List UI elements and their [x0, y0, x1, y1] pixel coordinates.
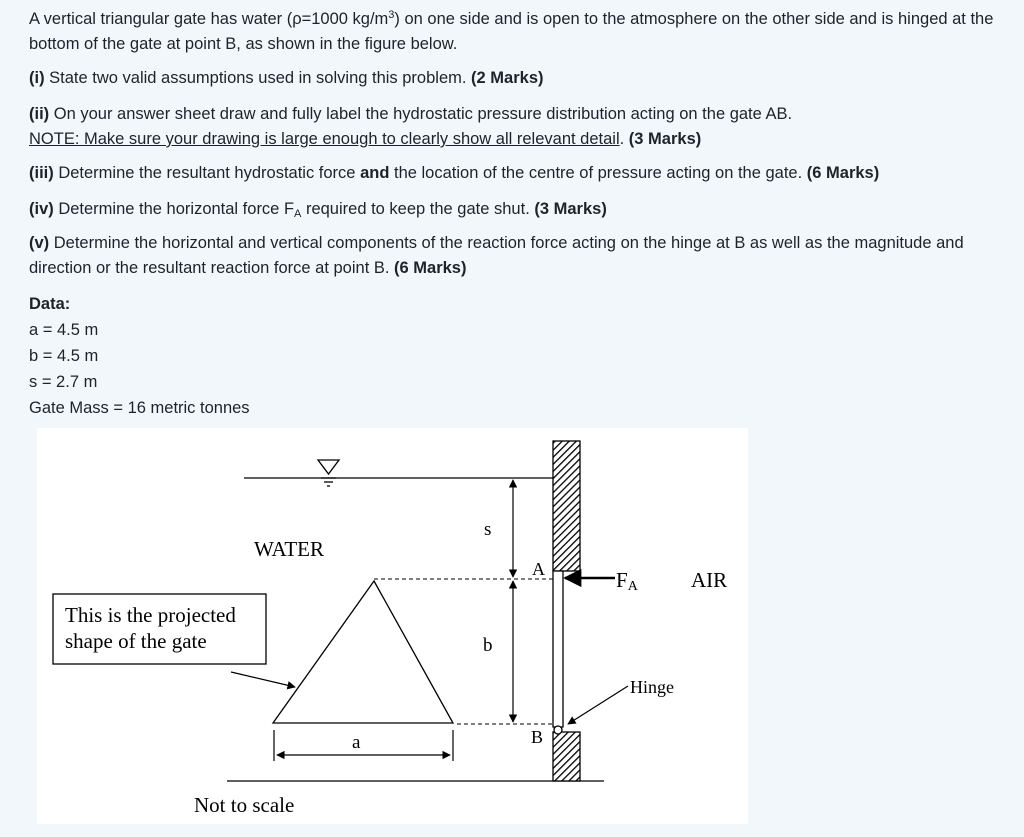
- not-to-scale-note: Not to scale: [194, 793, 295, 817]
- callout-line-2: shape of the gate: [65, 629, 207, 653]
- data-section: [29, 292, 1004, 421]
- label-point-b: B: [531, 727, 544, 747]
- hinge-pointer-arrow: [568, 686, 628, 724]
- data-title: Data:: [29, 295, 71, 313]
- intro-paragraph: A vertical triangular gate has water (ρ=1000 $kg/m^3$) on one side and is open to the atmosphere on the other side and is hinged at the bottom of the gate at point B, as shown in the figure below.: [29, 9, 994, 53]
- label-point-a: A: [532, 559, 545, 579]
- projected-gate-triangle: [273, 581, 453, 723]
- question-i: (i) State two valid assumptions used in solving this problem. (2 Marks): [29, 69, 544, 87]
- callout-pointer-arrow: [231, 672, 295, 687]
- callout-line-1: This is the projected: [65, 603, 236, 627]
- label-s: s: [484, 519, 492, 540]
- question-iii: (iii) Determine the resultant hydrostatic force and the location of the centre of pressure acting on the gate. (6 Marks): [29, 164, 880, 182]
- note: NOTE: Make sure your drawing is large enough to clearly show all relevant detail: [29, 130, 620, 148]
- label-hinge: Hinge: [630, 677, 674, 697]
- gate-diagram: [37, 428, 748, 824]
- data-item: Gate Mass = 16 metric tonnes: [29, 399, 250, 417]
- question-iv: (iv) Determine the horizontal force $F_A$ required to keep the gate shut. (3 Marks): [29, 200, 607, 220]
- question-ii: (ii) On your answer sheet draw and fully label the hydrostatic pressure distribution acting on the gate AB. NOTE: Make sure your drawing is large enough to clearly show all relevant detail. (3 Marks): [29, 105, 793, 148]
- label-force-fa: FA: [616, 568, 638, 594]
- question-v: (v) Determine the horizontal and vertical components of the reaction force acting on the hinge at B as well as the magnitude and direction or the resultant reaction force at point B. (6 Marks): [29, 234, 964, 277]
- label-b: b: [483, 635, 493, 656]
- wall-hatch-bottom: [553, 732, 580, 781]
- hinge-pin: [554, 726, 562, 734]
- data-item: s = 2.7 m: [29, 373, 98, 391]
- gate-figure: [37, 428, 748, 824]
- data-item: b = 4.5 m: [29, 347, 99, 365]
- free-surface-symbol: [318, 460, 339, 486]
- wall-hatch-top: [553, 441, 580, 571]
- gate-ab: [553, 571, 563, 727]
- label-a: a: [352, 732, 361, 753]
- label-water: WATER: [254, 537, 324, 561]
- label-air: AIR: [691, 568, 728, 592]
- data-item: a = 4.5 m: [29, 321, 99, 339]
